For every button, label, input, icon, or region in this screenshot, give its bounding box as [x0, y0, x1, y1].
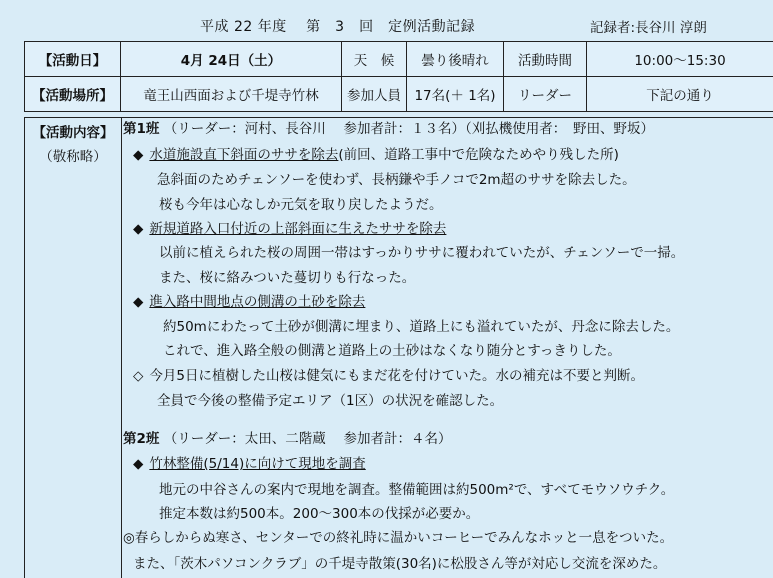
time-value: 10:00～15:30	[587, 42, 773, 77]
note-text: また、「茨木パソコンクラブ」の千堤寺散策(30名)に松股さん等が対応し交流を深めた。	[133, 554, 666, 574]
team1-info: （リーダー：河村、長谷川 参加者計：１３名）（刈払機使用者： 野田、野坂）	[164, 121, 654, 137]
item-text: 約50mにわたって土砂が側溝に埋まり、道路上にも溢れていたが、丹念に除去した。	[163, 317, 679, 337]
list-item	[133, 454, 366, 474]
item-title: 新規道路入口付近の上部斜面に生えたササを除去	[149, 221, 446, 237]
participants-value: 17名(＋ 1名)	[407, 77, 504, 112]
time-label: 活動時間	[504, 42, 587, 77]
honorific-note: （敬称略）	[25, 145, 121, 165]
item-note: (前回、道路工事中で危険なためやり残した所)	[338, 147, 619, 163]
recorder: 記録者:長谷川 淳朗	[590, 16, 707, 36]
list-item	[133, 219, 446, 239]
team2-info: （リーダー：太田、二階蔵 参加者計：４名）	[164, 431, 452, 447]
diamond-bullet-icon: ◆	[133, 456, 143, 472]
item-text: 推定本数は約500本。200～300本の伐採が必要か。	[159, 504, 479, 524]
list-item	[133, 366, 644, 386]
team1-header	[123, 119, 654, 139]
participants-label: 参加人員	[342, 77, 407, 112]
place-row	[25, 77, 773, 112]
place-label: 【活動場所】	[25, 77, 121, 112]
list-item	[133, 145, 619, 165]
info-table	[24, 41, 773, 112]
item-title: 進入路中間地点の側溝の土砂を除去	[149, 294, 365, 310]
page-title: 平成 22 年度 第 3 回 定例活動記録	[200, 16, 475, 36]
diamond-bullet-icon: ◆	[133, 294, 143, 310]
item-text: 桜も今年は心なしか元気を取り戻したようだ。	[159, 195, 443, 215]
note-line	[123, 528, 673, 548]
date-label: 【活動日】	[25, 42, 121, 77]
content-section	[24, 117, 773, 578]
weather-label: 天 候	[342, 42, 407, 77]
team2-title: 第2班	[123, 431, 159, 447]
item-title: 水道施設直下斜面のササを除去	[149, 147, 338, 163]
circle-bullet-icon: ◎	[123, 530, 135, 546]
item-text: また、桜に絡みついた蔓切りも行なった。	[159, 268, 415, 288]
team2-header	[123, 429, 452, 449]
content-label: 【活動内容】	[25, 121, 121, 141]
note-text: 春らしからぬ寒さ、センターでの終礼時に温かいコーヒーでみんなホッと一息をついた。	[135, 530, 673, 546]
item-text: 以前に植えられた桜の周囲一帯はすっかりササに覆われていたが、チェンソーで一掃。	[159, 243, 684, 263]
place-value: 竜王山西面および千堤寺竹林	[121, 77, 342, 112]
leader-label: リーダー	[504, 77, 587, 112]
diamond-bullet-icon: ◆	[133, 221, 143, 237]
item-text: 今月5日に植樹した山桜は健気にもまだ花を付けていた。水の補充は不要と判断。	[149, 368, 644, 384]
item-text: 地元の中谷さんの案内で現地を調査。整備範囲は約500m²で、すべてモウソウチク。	[159, 480, 674, 500]
item-text: これで、進入路全般の側溝と道路上の土砂はなくなり随分とすっきりした。	[163, 341, 621, 361]
diamond-bullet-icon: ◆	[133, 147, 143, 163]
team1-title: 第1班	[123, 121, 159, 137]
leader-value: 下記の通り	[587, 77, 773, 112]
header	[0, 14, 773, 38]
weather-value: 曇り後晴れ	[407, 42, 504, 77]
date-row	[25, 42, 773, 77]
date-value: 4月 24日（土）	[121, 42, 342, 77]
column-divider	[121, 118, 122, 578]
open-diamond-bullet-icon: ◇	[133, 368, 143, 384]
list-item	[133, 292, 365, 312]
item-text: 全員で今後の整備予定エリア（1区）の状況を確認した。	[157, 391, 503, 411]
item-title: 竹林整備(5/14)に向けて現地を調査	[149, 456, 365, 472]
item-text: 急斜面のためチェンソーを使わず、長柄鎌や手ノコで2m超のササを除去した。	[157, 170, 636, 190]
